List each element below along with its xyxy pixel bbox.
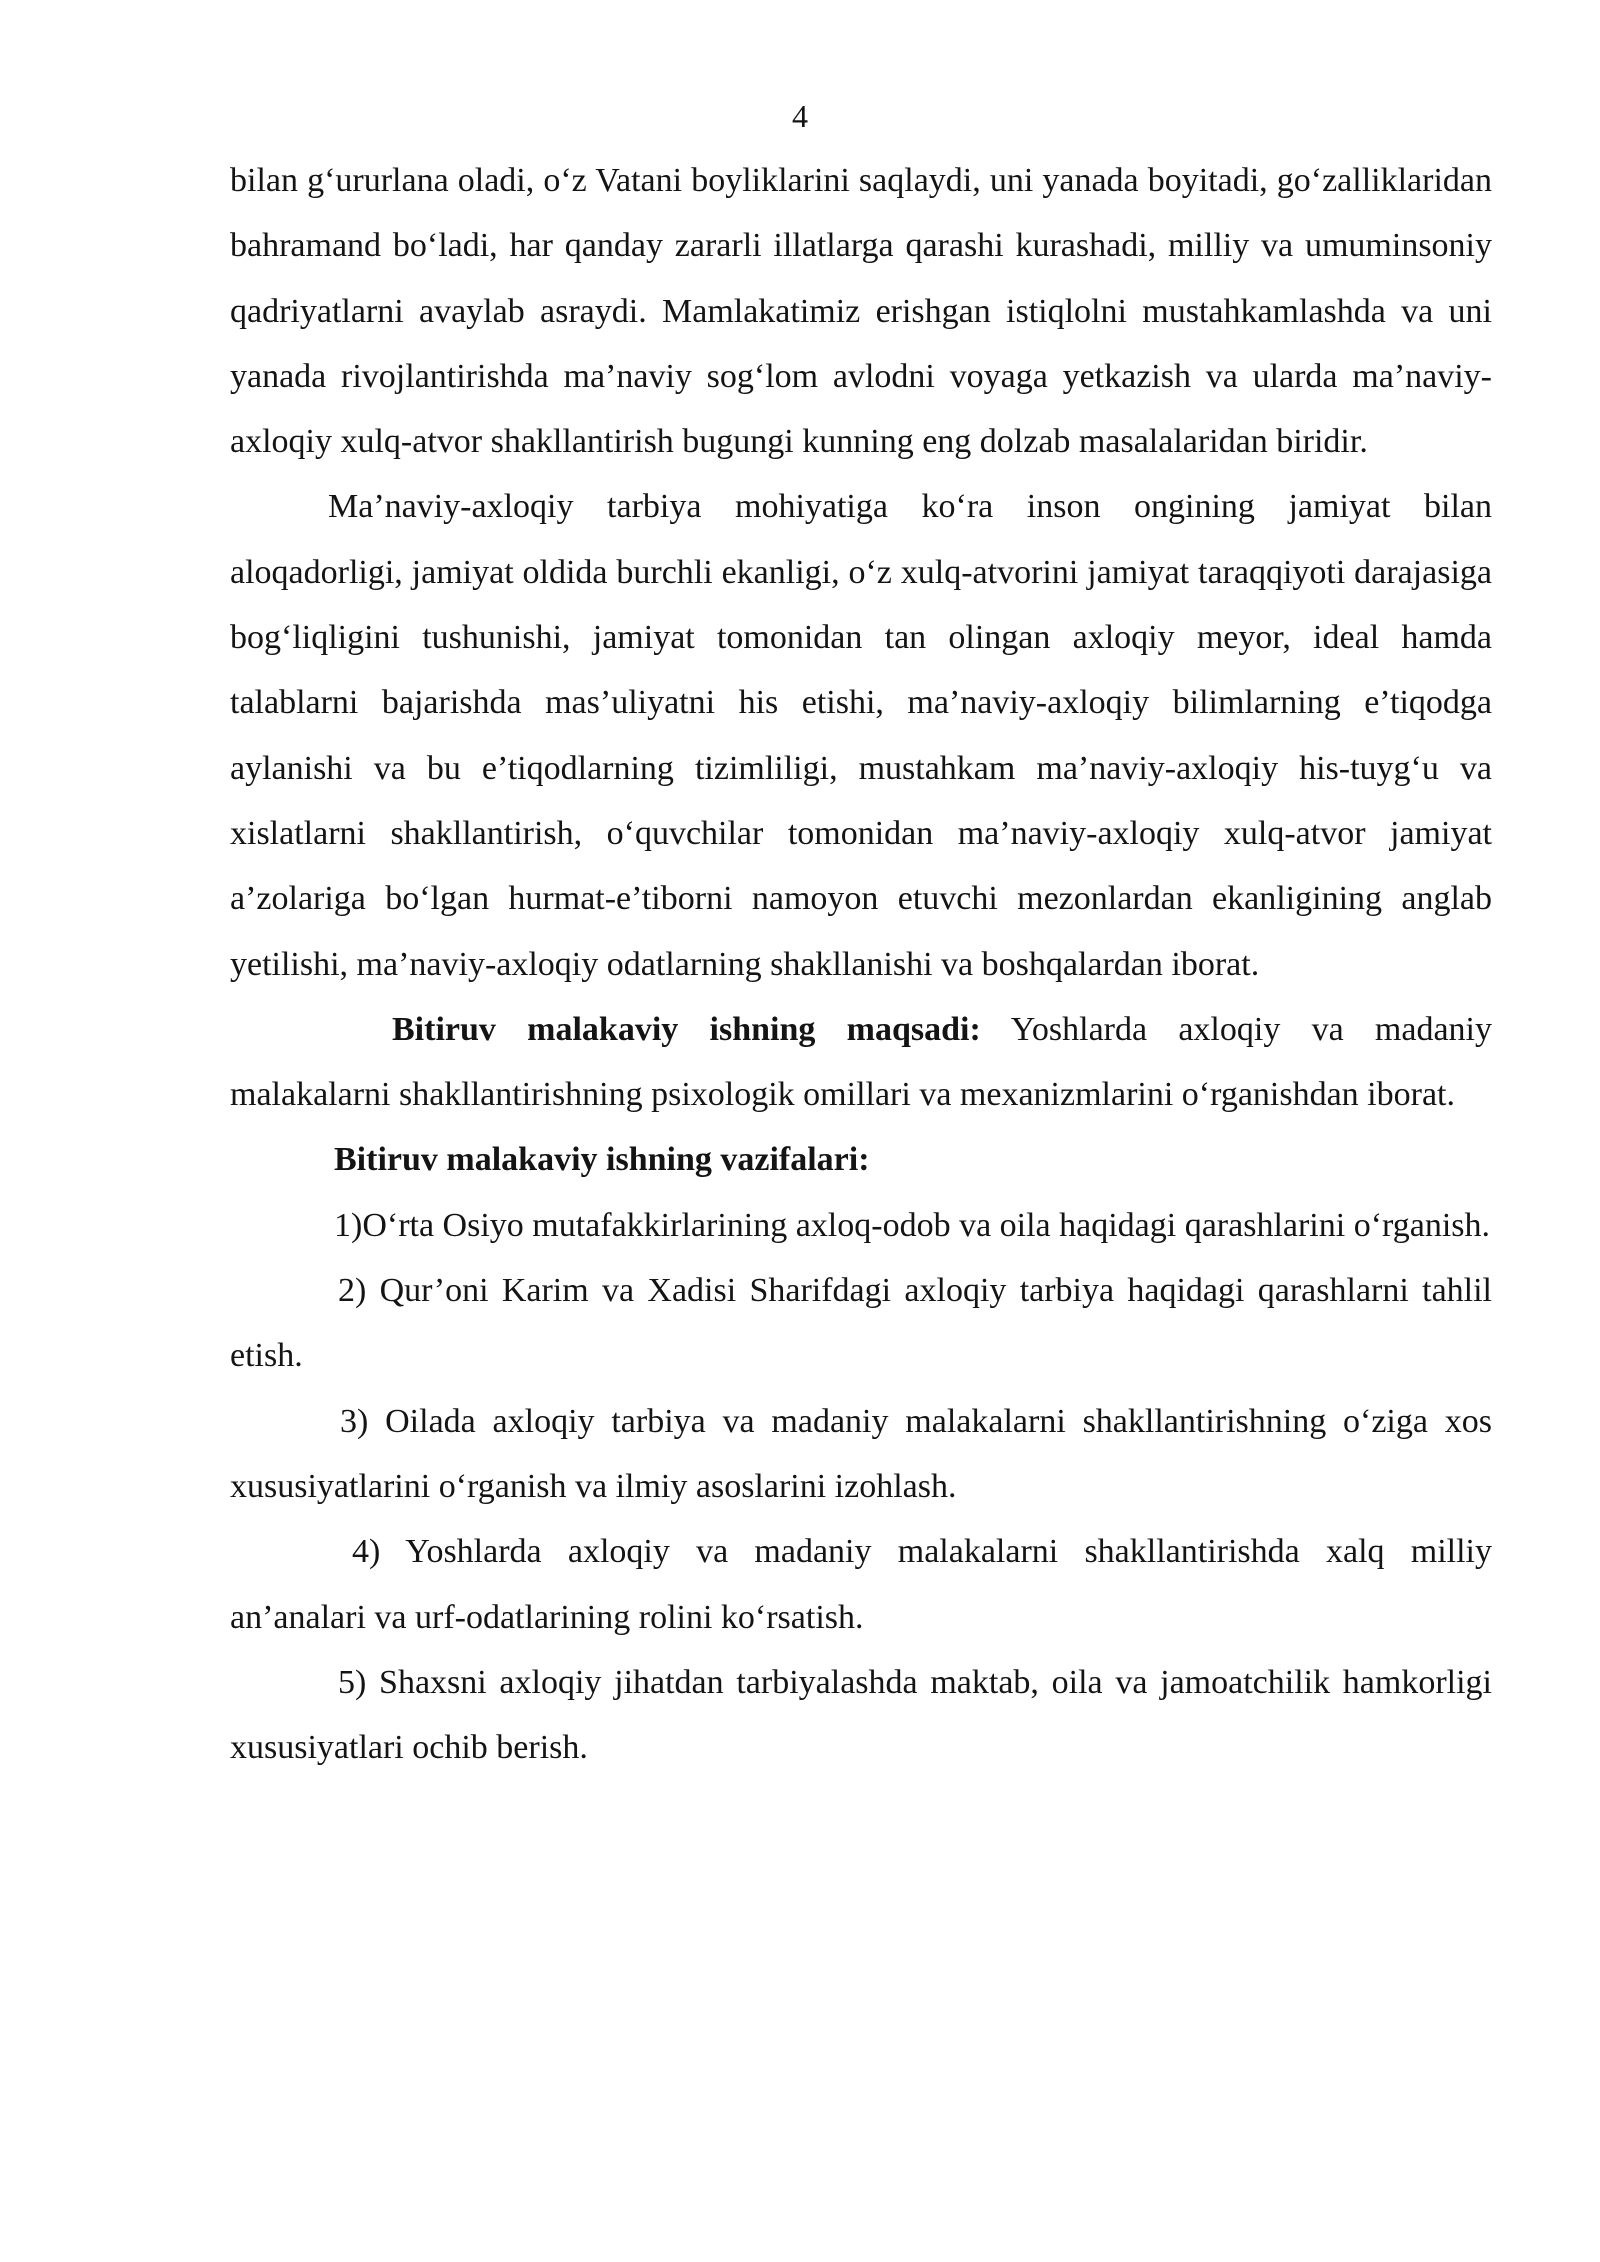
- paragraph-thesis-goal: [230, 997, 1492, 1128]
- goal-text: Yoshlarda axloqiy va madaniy malakalarni shakllantirishning psixologik omillari va mexanizmlarini o‘rganishdan iborat.: [230, 1010, 1492, 1114]
- task-item-2: 2) Qur’oni Karim va Xadisi Sharifdagi axloqiy tarbiya haqidagi qarashlarni tahlil etish.: [230, 1272, 1492, 1375]
- task-item-1: 1)O‘rta Osiyo mutafakkirlarining axloq-odob va oila haqidagi qarashlarini o‘rganish.: [334, 1206, 1490, 1244]
- tasks-heading: Bitiruv malakaviy ishning vazifalari:: [334, 1141, 870, 1179]
- task-item-4: 4) Yoshlarda axloqiy va madaniy malakalarni shakllantirishda xalq milliy an’analari va urf-odatlarining rolini ko‘rsatish.: [230, 1533, 1492, 1636]
- goal-label: Bitiruv malakaviy ishning maqsadi:: [392, 1010, 981, 1048]
- paragraph-moral-education: Ma’naviy-axloqiy tarbiya mohiyatiga ko‘ra inson ongining jamiyat bilan aloqadorligi, jamiyat oldida burchli ekanligi, o‘z xulq-atvorini jamiyat taraqqiyoti darajasiga bog‘liqligini tushunishi, jamiyat tomonidan tan olingan axloqiy meyor, ideal hamda talablarni bajarishda mas’uliyatni his etishi, ma’naviy-axloqiy bilimlarning e’tiqodga aylanishi va bu e’tiqodlarning tizimliligi, mustahkam ma’naviy-axloqiy his-tuyg‘u va xislatlarni shakllantirish, o‘quvchilar tomonidan ma’naviy-axloqiy xulq-atvor jamiyat a’zolariga bo‘lgan hurmat-e’tiborni namoyon etuvchi mezonlardan ekanligining anglab yetilishi, ma’naviy-axloqiy odatlarning shakllanishi va boshqalardan iborat.: [230, 488, 1492, 983]
- task-item-3: 3) Oilada axloqiy tarbiya va madaniy malakalarni shakllantirishning o‘ziga xos xususiyatlarini o‘rganish va ilmiy asoslarini izohlash.: [230, 1402, 1492, 1505]
- document-body: [230, 148, 1492, 1780]
- paragraph-intro-continuation: bilan g‘ururlana oladi, o‘z Vatani boyliklarini saqlaydi, uni yanada boyitadi, go‘zalliklaridan bahramand bo‘ladi, har qanday zararli illatlarga qarashi kurashadi, milliy va umuminsoniy qadriyatlarni avaylab asraydi. Mamlakatimiz erishgan istiqlolni mustahkamlashda va uni yanada rivojlantirishda ma’naviy sog‘lom avlodni voyaga yetkazish va ularda ma’naviy-axloqiy xulq-atvor shakllantirish bugungi kunning eng dolzab masalalaridan biridir.: [230, 162, 1492, 461]
- task-item-5: 5) Shaxsni axloqiy jihatdan tarbiyalashda maktab, oila va jamoatchilik hamkorligi xususiyatlari ochib berish.: [230, 1663, 1492, 1767]
- page-number: 4: [792, 98, 808, 134]
